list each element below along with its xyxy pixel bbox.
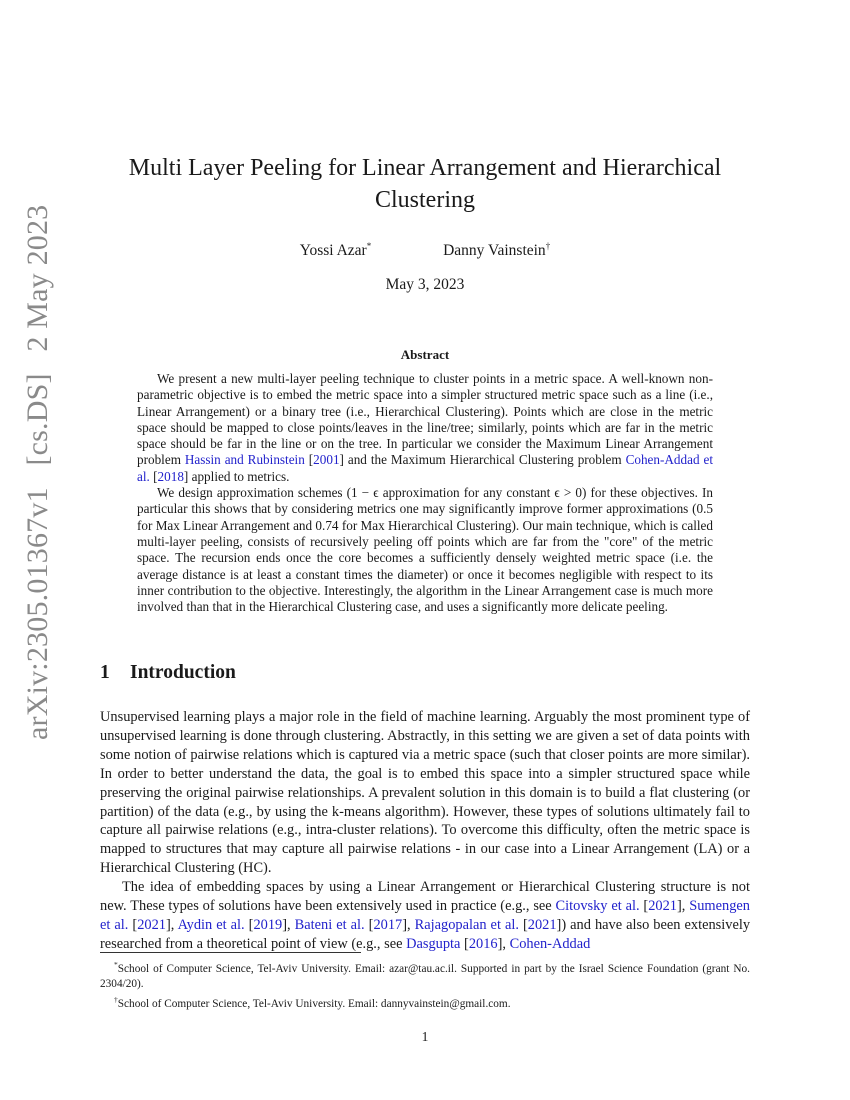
- footnote-text: School of Computer Science, Tel-Aviv University. Email: dannyvainstein@gmail.com.: [117, 997, 511, 1010]
- arxiv-identifier-stamp: [18, 204, 58, 740]
- footnote-2: [100, 992, 750, 1012]
- citation-year-link[interactable]: 2021: [137, 916, 166, 933]
- abstract-text: We present a new multi-layer peeling technique to cluster points in a metric space. A well-known non-parametric objective is to embed the metric space into a simpler structured metric space such as a line (i.e., Linear Arrangement) or a binary tree (i.e., Hierarchical Clustering). Points which are close in the metric space should be mapped to close points/leaves in the line/tree; similarly, points which are far in the metric space should be far in the line or on the tree. In particular we consider the Maximum Linear Arrangement problem: [137, 371, 713, 468]
- footnotes: [100, 957, 750, 1012]
- citation-year-link[interactable]: 2019: [253, 916, 283, 933]
- abstract-heading: Abstract: [400, 347, 450, 362]
- citation-link[interactable]: Cohen-Addad et al.: [137, 452, 714, 484]
- body-text: ) and have also been extensively researched from a theoretical point of view (e.g., see: [100, 916, 751, 952]
- abstract-text: applied to metrics.: [188, 468, 290, 484]
- introduction-body: [100, 708, 750, 954]
- citation-link[interactable]: Cohen-Addad: [509, 935, 591, 952]
- author-name: Yossi Azar: [299, 242, 367, 260]
- arxiv-id: arXiv:2305.01367v1: [21, 487, 54, 740]
- publication-date: May 3, 2023: [385, 276, 465, 293]
- section-title: Introduction: [130, 662, 236, 683]
- citation-link[interactable]: Sumengen et al.: [100, 898, 750, 933]
- paper-title: Multi Layer Peeling for Linear Arrangement and Hierarchical Clustering: [128, 155, 722, 213]
- abstract-paragraph-1: We present a new multi-layer peeling technique to cluster points in a metric space. A well-known non-parametric objective is to embed the metric space into a simpler structured metric space such as a line (i.e., Linear Arrangement) or a binary tree (i.e., Hierarchical Clustering). Points which are close in the metric space should be mapped to close points/leaves in the line/tree; similarly, points which are far in the metric space should be far in the line or on the tree. In particular we consider the Maximum Linear Arrangement problem Hassin and Rubinstein [2001] and the Maximum Hierarchical Clustering problem Cohen-Addad et al. [2018] applied to metrics.: [137, 371, 714, 484]
- abstract-body: [137, 371, 713, 615]
- arxiv-date: 2 May 2023: [21, 204, 54, 352]
- citation-link[interactable]: Citovsky et al.: [555, 898, 640, 915]
- citation-link[interactable]: Rajagopalan et al.: [414, 916, 519, 933]
- body-text: The idea of embedding spaces by using a Linear Arrangement or Hierarchical Clustering structure is not new. These types of solutions have been extensively used in practice (e.g., see: [100, 879, 750, 915]
- author-list: [100, 241, 750, 260]
- citation-link[interactable]: Aydin et al.: [177, 916, 245, 933]
- footnote-mark: *: [114, 960, 118, 969]
- citation-year-link[interactable]: 2021: [527, 916, 557, 933]
- citation-link[interactable]: Hassin and Rubinstein: [184, 452, 305, 468]
- intro-paragraph-1: Unsupervised learning plays a major role in the field of machine learning. Arguably the most prominent type of unsupervised learning is done through clustering. Abstractly, in this setting we are given a set of data points with some notion of pairwise relations which is captured via a metric space (such that closer points are more similar). In order to better understand the data, the goal is to embed this space into a simpler structured space while preserving the original pairwise relationships. A prevalent solution in this domain is to build a flat clustering (or partition) of the data (e.g., by using the k-means algorithm). However, these types of solutions ultimately fail to capture all pairwise relations (e.g., intra-cluster relations). To overcome this difficulty, often the metric space is mapped to structures that may capture all pairwise relations - in our case into a Linear Arrangement (LA) or a Hierarchical Clustering (HC).: [100, 709, 750, 877]
- page-number: 1: [421, 1029, 429, 1044]
- citation-year-link[interactable]: 2017: [373, 916, 403, 933]
- author-1: [300, 241, 371, 260]
- citation-link[interactable]: Dasgupta: [406, 935, 461, 952]
- abstract-text: and the Maximum Hierarchical Clustering problem: [343, 452, 626, 468]
- intro-paragraph-2: The idea of embedding spaces by using a Linear Arrangement or Hierarchical Clustering structure is not new. These types of solutions have been extensively used in practice (e.g., see Citovsky et al. [2021], Sumengen et al. [2021], Aydin et al. [2019], Bateni et al. [2017], Rajagopalan et al. [2021]) and have also been extensively researched from a theoretical point of view (e.g., see Dasgupta [2016], Cohen-Addad: [100, 879, 751, 952]
- section-number: 1: [100, 662, 110, 683]
- footnote-mark: †: [114, 994, 118, 1004]
- author-name: Danny Vainstein: [443, 242, 546, 260]
- author-2: [443, 241, 550, 260]
- arxiv-category: [cs.DS]: [21, 373, 54, 466]
- footnote-divider: [100, 952, 361, 953]
- abstract-paragraph-2: We design approximation schemes (1 − ϵ approximation for any constant ϵ > 0) for these objectives. In particular this shows that by considering metrics one may significantly improve former approximations (0.5 for Max Linear Arrangement and 0.74 for Max Hierarchical Clustering). Our main technique, which is called multi-layer peeling, consists of recursively peeling off points which are far from the "core" of the metric space. The recursion ends once the core becomes a sufficiently densely weighted metric space (i.e. the average distance is at least a constant times the diameter) or once it becomes negligible with respect to its inner contribution to the objective. Interestingly, the algorithm in the Linear Arrangement case is much more involved than that in the Hierarchical Clustering case, and uses a significantly more delicate peeling.: [137, 485, 713, 615]
- citation-year-link[interactable]: 2021: [648, 898, 677, 915]
- footnote-mark[interactable]: †: [545, 241, 551, 251]
- footnote-1: [100, 957, 750, 992]
- section-heading-introduction: [100, 662, 236, 684]
- citation-year-link[interactable]: 2018: [157, 468, 184, 484]
- footnote-mark[interactable]: *: [366, 241, 372, 251]
- citation-link[interactable]: Bateni et al.: [294, 916, 365, 933]
- citation-year-link[interactable]: 2016: [468, 935, 498, 952]
- footnote-text: School of Computer Science, Tel-Aviv University. Email: azar@tau.ac.il. Supported in part by the Israel Science Foundation (grant No. 2304/20).: [100, 962, 750, 990]
- citation-year-link[interactable]: 2001: [313, 452, 340, 468]
